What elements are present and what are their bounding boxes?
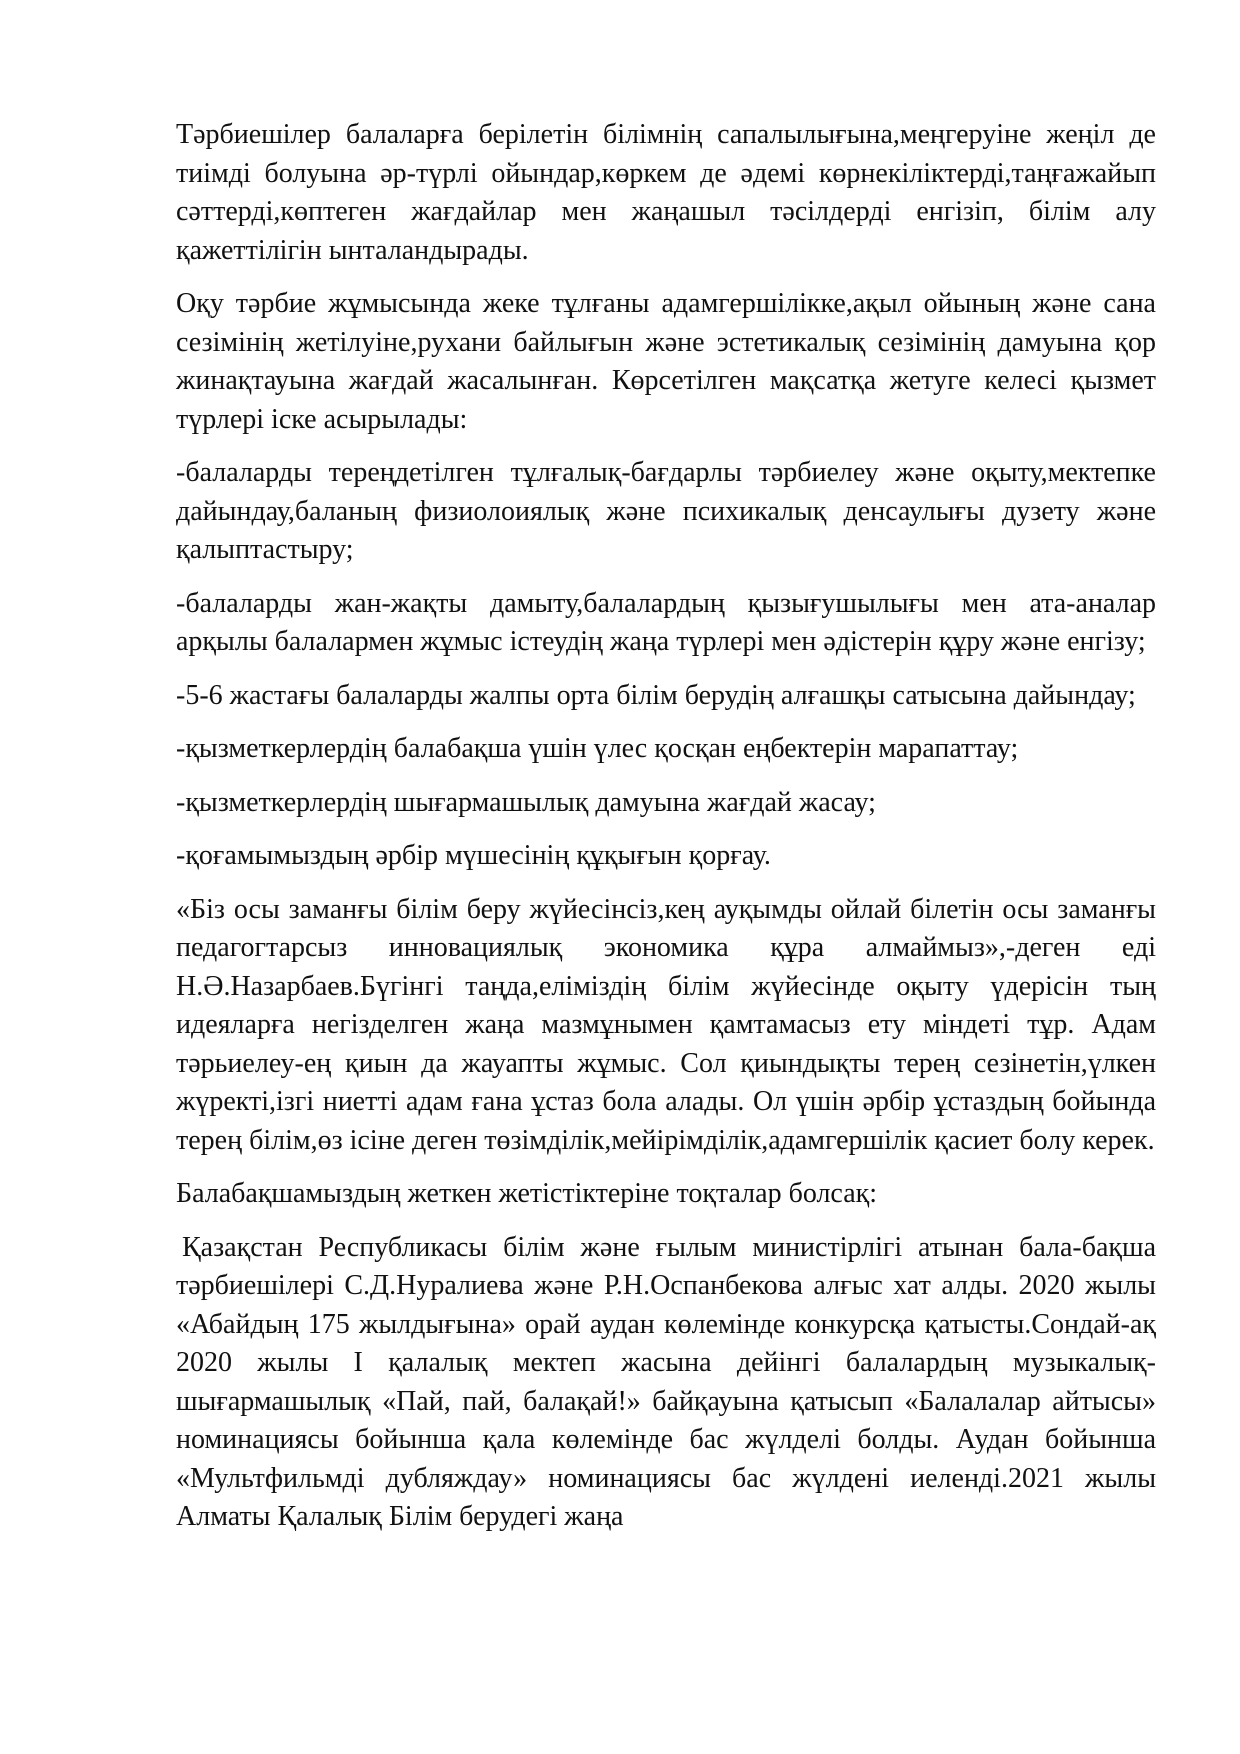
- paragraph-achievements: Қазақстан Республикасы білім және ғылым министірлігі атынан бала-бақша тәрбиешілері С.Д.Нуралиева және Р.Н.Оспанбекова алғыс хат алды. 2020 жылы «Абайдың 175 жылдығына» орай аудан көлемінде конкурсқа қатысты.Сондай-ақ 2020 жылы І қалалық мектеп жасына дейінгі балалардың музыкалық-шығармашылық «Пай, пай, балақай!» байқауына қатысып «Балалалар айтысы» номинациясы бойынша қала көлемінде бас жүлделі болды. Аудан бойынша «Мультфильмді дубляждау» номинациясы бас жүлдені иеленді.2021 жылы Алматы Қалалық Білім берудегі жаңа: [176, 1231, 1156, 1532]
- list-item-school-preparation: -5-6 жастағы балаларды жалпы орта білім берудің алғашқы сатысына дайындау;: [176, 679, 1136, 711]
- paragraph-education-work: Оқу тәрбие жұмысында жеке тұлғаны адамгершілікке,ақыл ойының және сана сезімінің жетілуіне,рухани байлығын және эстетикалық сезімінің дамуына қор жинақтауына жағдай жасалынған. Көрсетілген мақсатқа жетуге келесі қызмет түрлері іске асырылады:: [176, 288, 1156, 435]
- paragraph-quote: «Біз осы заманғы білім беру жүйесінсіз,кең ауқымды ойлай білетін осы заманғы педагогтарсыз инновациялық экономика құра алмаймыз»,-деген еді Н.Ә.Назарбаев.Бүгінгі таңда,еліміздің білім жүйесінде оқыту үдерісін тың идеяларға негізделген жаңа мазмұнымен қамтамасыз ету міндеті тұр. Адам тәрьиелеу-ең қиын да жауапты жұмыс. Сол қиындықты терең сезінетін,үлкен жүректі,ізгі ниетті адам ғана ұстаз бола алады. Ол үшін әрбір ұстаздың бойында терең білім,өз ісіне деген төзімділік,мейірімділік,адамгершілік қасиет болу керек.: [176, 893, 1156, 1156]
- document-page: [176, 116, 1156, 1552]
- list-item-comprehensive-development: -балаларды жан-жақты дамыту,балалардың қызығушылығы мен ата-аналар арқылы балалармен жұмыс істеудің жаңа түрлері мен әдістерін құру және енгізу;: [176, 587, 1156, 657]
- paragraph-intro: Тәрбиешілер балаларға берілетін білімнің сапалылығына,меңгеруіне жеңіл де тиімді болуына әр-түрлі ойындар,көркем де әдемі көрнекіліктерді,таңғажайып сәттерді,көптеген жағдайлар мен жаңашыл тәсілдерді енгізіп, білім алу қажеттілігін ынталандырады.: [176, 119, 1156, 266]
- list-item-staff-creativity: -қызметкерлердің шығармашылық дамуына жағдай жасау;: [176, 786, 876, 818]
- list-item-staff-rewards: -қызметкерлердің балабақша үшін үлес қосқан еңбектерін марапаттау;: [176, 733, 1019, 764]
- paragraph-achievements-heading: Балабақшамыздың жеткен жетістіктеріне тоқталар болсақ:: [176, 1178, 878, 1209]
- list-item-rights-protection: -қоғамымыздың әрбір мүшесінің құқығын қорғау.: [176, 840, 771, 871]
- list-item-deep-education: -балаларды тереңдетілген тұлғалық-бағдарлы тәрбиелеу және оқыту,мектепке дайындау,баланың физиолоиялық және психикалық денсаулығы дузету және қалыптастыру;: [176, 457, 1156, 565]
